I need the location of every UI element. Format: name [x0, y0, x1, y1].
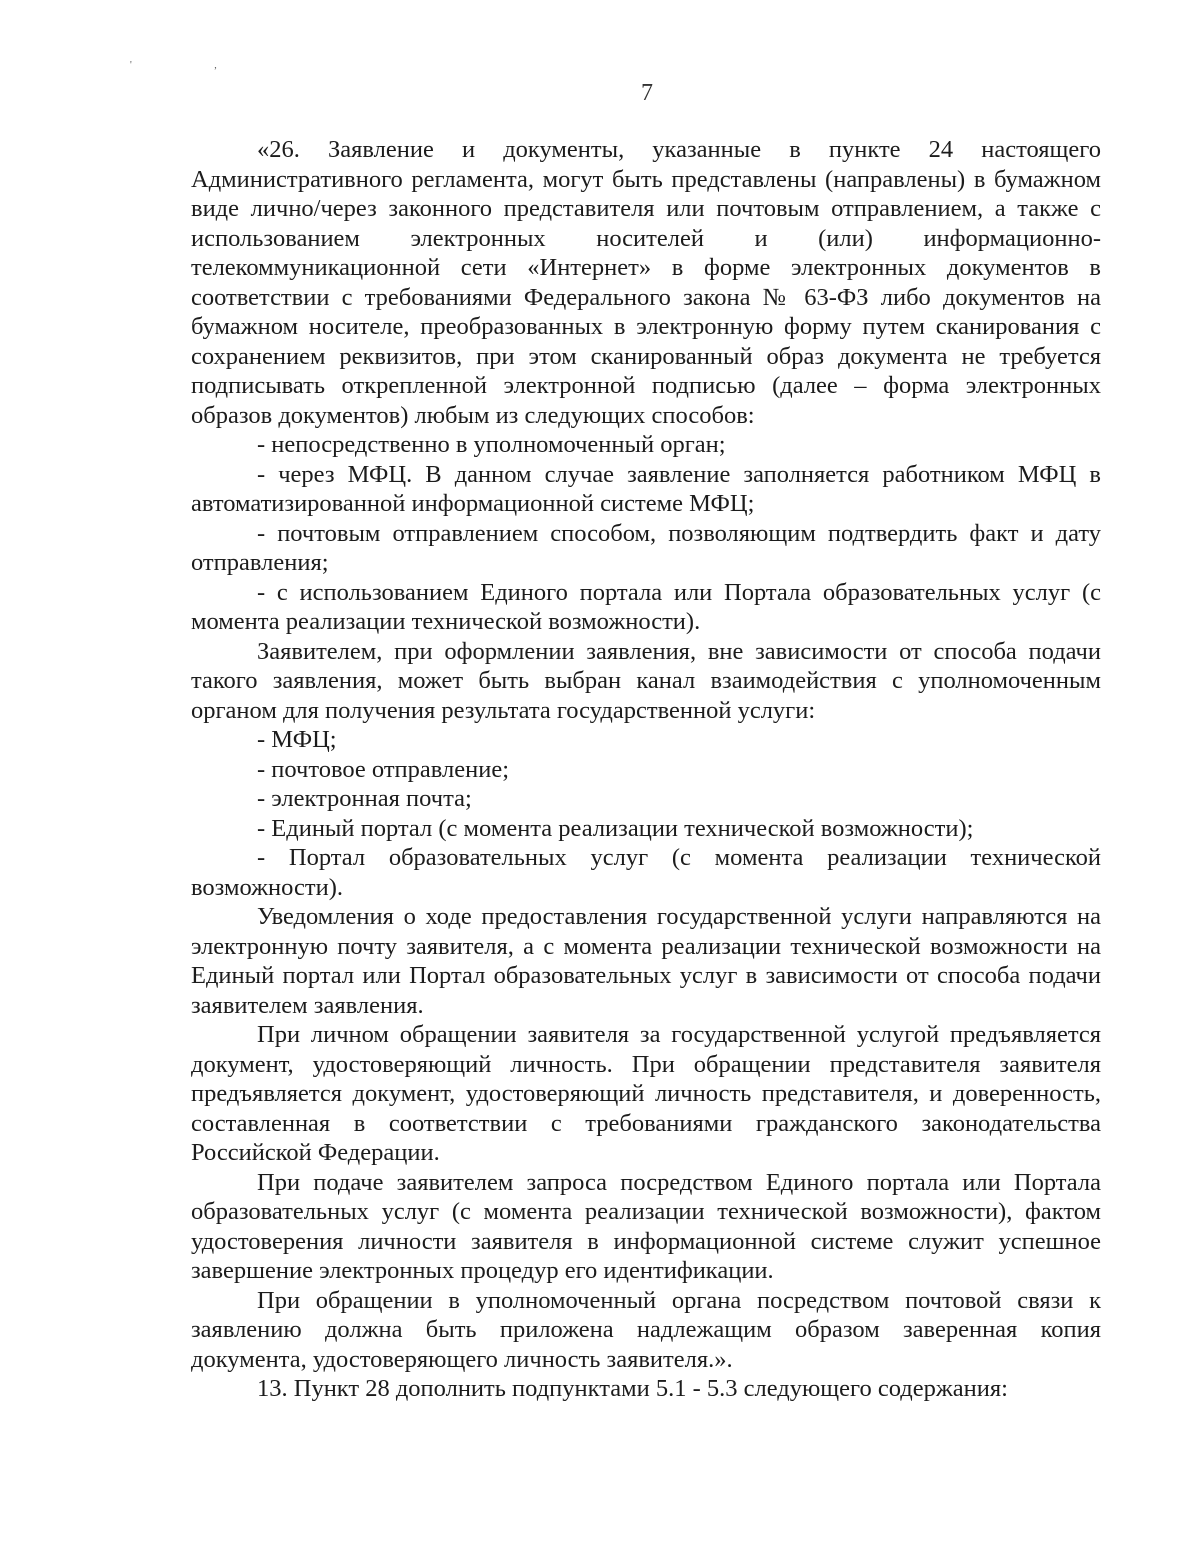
document-body [191, 135, 1101, 1404]
paragraph-postal-appeal: При обращении в уполномоченный органа посредством почтовой связи к заявлению должна быть приложена надлежащим образом заверенная копия документа, удостоверяющего личность заявителя.». [191, 1286, 1101, 1373]
paragraph-item-13: 13. Пункт 28 дополнить подпунктами 5.1 - 5.3 следующего содержания: [257, 1375, 1008, 1402]
page-number: 7 [641, 80, 653, 106]
list-item-portal: - с использованием Единого портала или Портала образовательных услуг (с момента реализации технической возможности). [191, 578, 1101, 635]
paragraph-portal-identification: При подаче заявителем запроса посредством Единого портала или Портала образовательных услуг (с момента реализации технической возможности), фактом удостоверения личности заявителя в информационной системе служит успешное завершение электронных процедур его идентификации. [191, 1168, 1101, 1284]
channel-item-unified-portal: - Единый портал (с момента реализации технической возможности); [257, 814, 974, 842]
list-item-mfc: - через МФЦ. В данном случае заявление заполняется работником МФЦ в автоматизированной информационной системе МФЦ; [191, 460, 1101, 517]
list-item-postal: - почтовым отправлением способом, позволяющим подтвердить факт и дату отправления; [191, 519, 1101, 576]
channel-item-email: - электронная почта; [257, 785, 472, 812]
paragraph-personal-appeal: При личном обращении заявителя за государственной услугой предъявляется документ, удостоверяющий личность. При обращении представителя заявителя предъявляется документ, удостоверяющий личность представителя, и доверенность, составленная в соответствии с требованиями гражданского законодательства Российской Федерации. [191, 1021, 1101, 1166]
channel-item-postal: - почтовое отправление; [257, 755, 510, 783]
channel-item-mfc: - МФЦ; [257, 726, 337, 753]
list-item-authorized-body: - непосредственно в уполномоченный орган; [257, 431, 726, 458]
paragraph-26-intro: «26. Заявление и документы, указанные в пункте 24 настоящего Административного регламента, могут быть представлены (направлены) в бумажном виде лично/через законного представителя или почтовым отправлением, а также с использованием электронных носителей и (или) информационно-телекоммуникационной сети «Интернет» в форме электронных документов в соответствии с требованиями Федерального закона № 63-ФЗ либо документов на бумажном носителе, преобразованных в электронную форму путем сканирования с сохранением реквизитов, при этом сканированный образ документа не требуется подписывать открепленной электронной подписью (далее – форма электронных образов документов) любым из следующих способов: [191, 136, 1101, 429]
paragraph-notifications: Уведомления о ходе предоставления государственной услуги направляются на электронную почту заявителя, а с момента реализации технической возможности на Единый портал или Портал образовательных услуг в зависимости от способа подачи заявителем заявления. [191, 903, 1101, 1019]
channel-item-education-portal: - Портал образовательных услуг (с момента реализации технической возможности). [191, 844, 1101, 901]
paragraph-channel-choice: Заявителем, при оформлении заявления, вне зависимости от способа подачи такого заявления, может быть выбран канал взаимодействия с уполномоченным органом для получения результата государственной услуги: [191, 637, 1101, 724]
scan-marks: ' , [130, 60, 257, 71]
